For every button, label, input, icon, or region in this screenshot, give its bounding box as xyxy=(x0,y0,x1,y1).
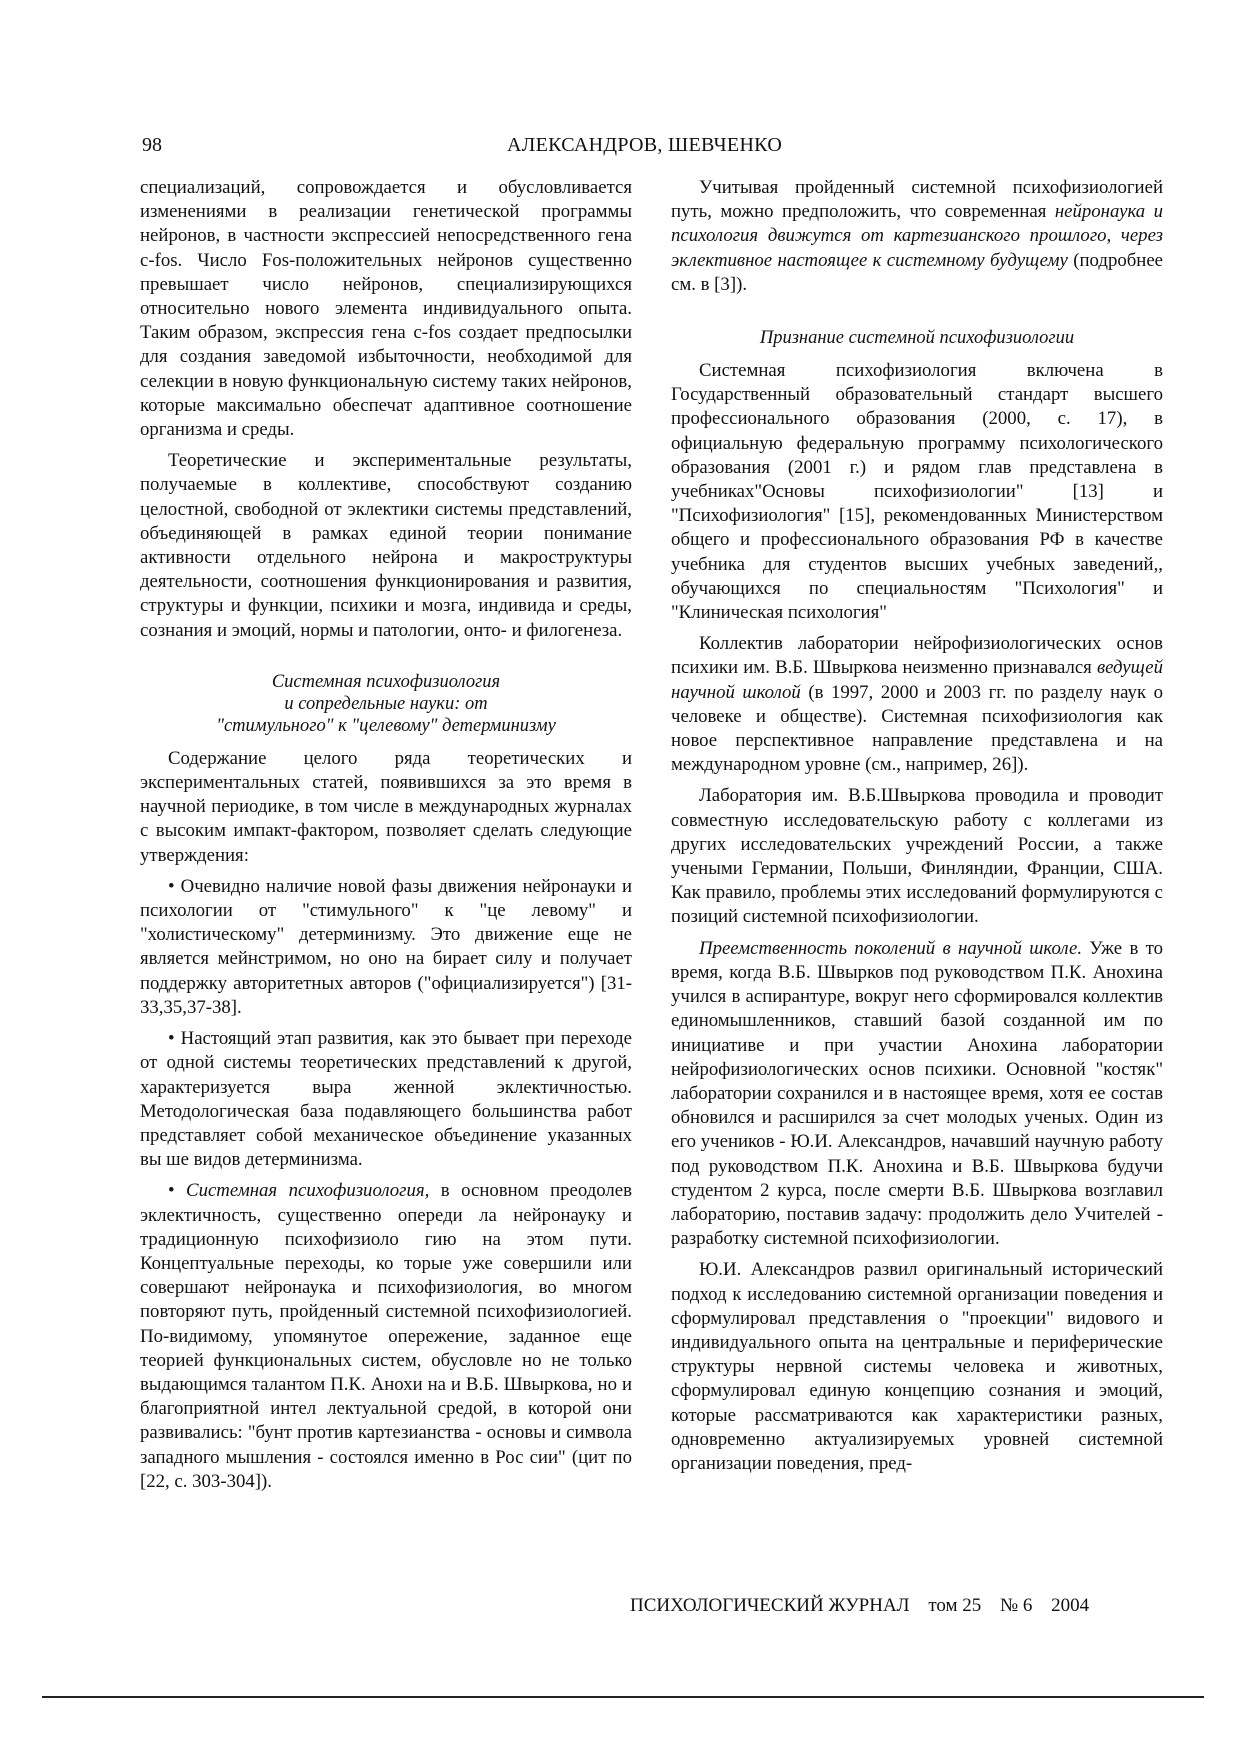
paragraph: Теоретические и экспериментальные результаты, получаемые в коллективе, способствуют созданию целостной, свободной от эклектики системы представлений, объединяющей в рамках единой теории понимание активности отдельного нейрона и макроструктуры деятельности, соотношения функционирования и развития, структуры и функции, психики и мозга, индивида и среды, сознания и эмоций, нормы и патологии, онто- и филогенеза. xyxy=(140,450,632,641)
section-heading-line: Системная психофизиология xyxy=(271,671,501,692)
paragraph: Лаборатория им. В.Б.Швыркова проводила и проводит совместную исследовательскую работу с коллегами из других исследовательских учреждений России, а также учеными Германии, Польши, Финляндии, Франции, США. Как правило, проблемы этих исследований формулируются с позиций системной психофизиологии. xyxy=(671,785,1163,928)
paragraph: специализаций, сопровождается и обусловливается изменениями в реализации генетической программы нейронов, в частности экспрессией непосредственного гена c-fos. Число Fos-положительных нейронов существенно превышает число нейронов, специализирующихся относительно нового элемента индивидуального опыта. Таким образом, экспрессия гена c-fos создает предпосылки для создания заведомой избыточности, необходимой для селекции в новую функциональную систему таких нейронов, которые максимально обеспечат адаптивное соотношение организма и среды. xyxy=(140,177,632,441)
journal-issue: № 6 xyxy=(1000,1595,1033,1616)
bullet-paragraph: • Очевидно наличие новой фазы движения нейронауки и психологии от "стимульного" к "це левому" и "холистическому" детерминизму. Это движение еще не является мейнстримом, но оно на бирает силу и получает поддержку авторитетных авторов ("официализируется") [31-33,35,37-38]. xyxy=(140,875,632,1018)
bullet-paragraph: • Настоящий этап развития, как это бывает при переходе от одной системы теоретических представлений к другой, характеризуется выра женной эклектичностью. Методологическая база подавляющего большинства работ представляет собой механическое объединение указанных вы ше видов детерминизма. xyxy=(140,1028,632,1171)
section-heading xyxy=(671,327,1163,349)
section-heading-line: и сопредельные науки: от xyxy=(284,693,488,714)
bullet-marker: • xyxy=(168,1180,187,1202)
bullet-paragraph xyxy=(140,1179,632,1494)
paragraph-text: Коллектив лаборатории нейрофизиологических основ психики им. В.Б. Швыркова неизменно признавался xyxy=(671,633,1163,679)
emphasis: ведущей научной школой xyxy=(671,657,1163,703)
emphasis: нейронаука и психология движутся от картезианского прошлого, через эклективное настоящее к системному будущему xyxy=(671,201,1163,271)
bottom-rule xyxy=(42,1696,1204,1698)
page-header xyxy=(142,134,1142,164)
left-column xyxy=(140,176,632,1501)
paragraph: Системная психофизиология включена в Государственный образовательный стандарт высшего профессионального образования (2000, с. 17), в официальную федеральную программу психологического образования (2001 г.) и рядом глав представлена в учебниках"Основы психофизиологии" [13] и "Психофизиология" [15], рекомендованных Министерством общего и профессионального образования РФ в качестве учебника для студентов высших учебных заведений,, обучающихся по специальностям "Психология" и "Клиническая психология" xyxy=(671,360,1163,624)
paragraph xyxy=(671,632,1163,777)
paragraph: Содержание целого ряда теоретических и экспериментальных статей, появившихся за это время в научной периодике, в том числе в международных журналах с высоким импакт-фактором, позволяет сделать следующие утверждения: xyxy=(140,747,632,866)
emphasis: Системная психофизиология, xyxy=(186,1180,430,1202)
paragraph-text: Уже в то время, когда В.Б. Швырков под руководством П.К. Анохина учился в аспирантуре, вокруг него сформировался коллектив единомышленников, ставший базой созданной им по инициативе и при участии Анохина лаборатории нейрофизиологических основ психики. Основной "костяк" лаборатории сохранился и в настоящее время, хотя ее состав обновился и расширился за счет молодых ученых. Один из его учеников - Ю.И. Александров, начавший научную работу под руководством П.К. Анохина и В.Б. Швыркова будучи студентом 2 курса, после смерти В.Б. Швыркова возглавил лабораторию, поставив задачу: продолжить дело Учителей - разработку системной психофизиологии. xyxy=(671,937,1164,1250)
page-footer xyxy=(630,1595,1103,1617)
journal-volume: том 25 xyxy=(928,1595,982,1616)
section-heading-line: Признание системной психофизиологии xyxy=(759,328,1075,349)
paragraph-text: Учитывая пройденный системной психофизиологией путь, можно предположить, что современная xyxy=(671,177,1163,223)
paragraph-text: (подробнее см. в [3]). xyxy=(671,249,1164,295)
right-column xyxy=(671,176,1163,1483)
section-heading xyxy=(140,671,632,737)
paragraph: Ю.И. Александров развил оригинальный исторический подход к исследованию системной организации поведения и сформулировал представления о "проекции" видового и индивидуального опыта на центральные и периферические структуры нервной системы человека и животных, сформулировал единую концепцию сознания и эмоций, которые рассматриваются как характеристики разных, одновременно актуализируемых уровней системной организации поведения, пред- xyxy=(671,1259,1163,1474)
page-number: 98 xyxy=(142,134,162,156)
paragraph-text: (в 1997, 2000 и 2003 гг. по разделу наук о человеке и обществе). Системная психофизиология как новое перспективное направление представлена и на международном уровне (см., например, 26]). xyxy=(671,681,1164,776)
paragraph xyxy=(671,176,1163,297)
paragraph-text: в основном преодолев эклектичность, существенно опереди ла нейронауку и традиционную психофизиоло гию на этом пути. Концептуальные переходы, ко торые уже совершили или совершают нейронаука и психофизиология, во многом повторяют путь, пройденный системной психофизиологией. По-видимому, упомянутое опережение, заданное еще теорией функциональных систем, обусловле но не только выдающимся талантом П.К. Анохи на и В.Б. Швыркова, но и благоприятной интел лектуальной средой, в которой они развивались: "бунт против картезианства - основы и символа западного мышления - состоялся именно в Рос сии" (цит по [22, с. 303-304]). xyxy=(140,1180,632,1492)
section-heading-line: "стимульного" к "целевому" детерминизму xyxy=(216,715,556,736)
journal-year: 2004 xyxy=(1051,1595,1090,1616)
running-head: АЛЕКСАНДРОВ, ШЕВЧЕНКО xyxy=(507,134,783,156)
emphasis: Преемственность поколений в научной школе. xyxy=(699,937,1083,959)
paragraph xyxy=(671,937,1163,1252)
journal-name: ПСИХОЛОГИЧЕСКИЙ ЖУРНАЛ xyxy=(630,1595,910,1616)
